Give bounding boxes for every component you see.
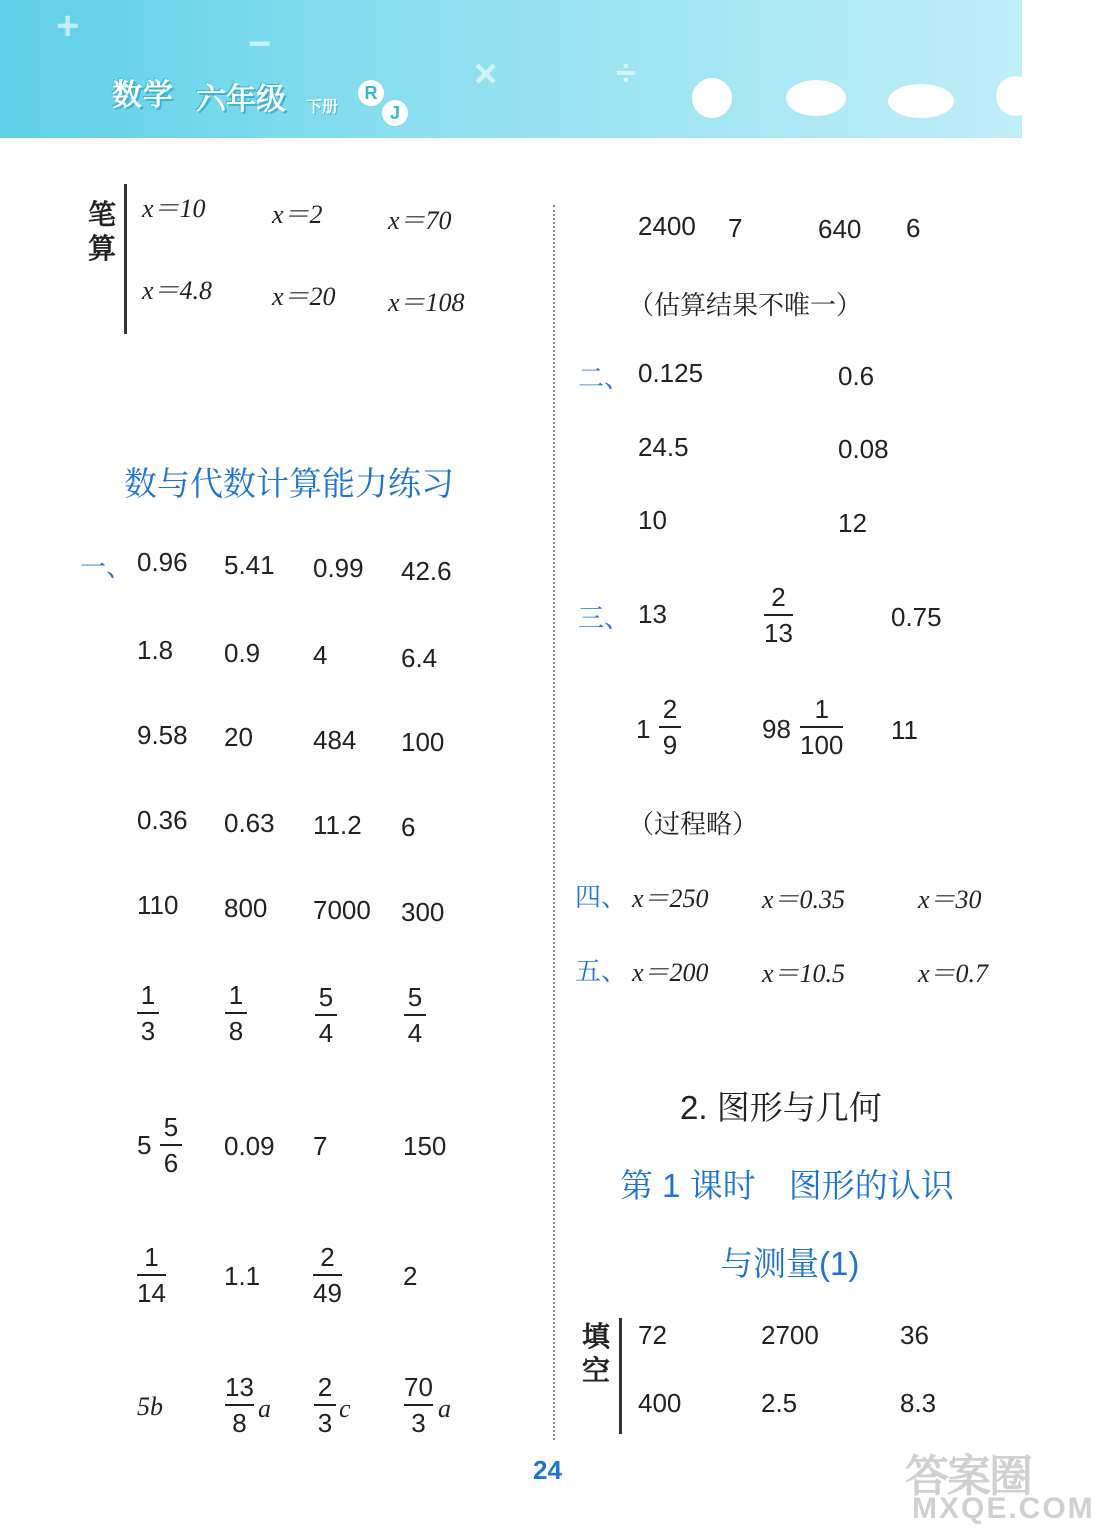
- edition-badge-r: R: [358, 80, 384, 106]
- answer: x＝0.35: [762, 885, 846, 914]
- header-banner: [0, 0, 1022, 138]
- variable: c: [339, 1394, 351, 1423]
- fraction: [315, 980, 337, 1050]
- numerator: 1: [140, 980, 156, 1010]
- answer: 5.41: [224, 550, 275, 580]
- answer: 4: [313, 640, 328, 670]
- denominator: 3: [140, 1016, 156, 1046]
- answer: 484: [313, 725, 357, 755]
- denominator: 3: [411, 1408, 426, 1438]
- numerator: 70: [404, 1372, 433, 1402]
- mixed-whole: 5: [137, 1130, 152, 1160]
- denominator: 13: [764, 618, 793, 648]
- numerator: 13: [225, 1372, 254, 1402]
- numerator: 2: [771, 582, 786, 612]
- fraction: [225, 978, 247, 1048]
- lesson-subtitle: 与测量(1): [720, 1245, 860, 1282]
- fraction: [800, 692, 843, 762]
- answer: 20: [224, 722, 253, 752]
- answer: 12: [838, 508, 867, 538]
- answer: 10: [638, 505, 667, 535]
- answer: 42.6: [401, 556, 452, 586]
- answer: 1.8: [137, 635, 174, 665]
- denominator: 6: [163, 1148, 179, 1178]
- answer: 0.6: [838, 361, 875, 391]
- answer: x＝108: [388, 288, 465, 317]
- answer: 100: [401, 727, 445, 757]
- answer: 6: [906, 213, 921, 243]
- answer: x＝20: [272, 282, 336, 311]
- answer: 0.99: [313, 553, 364, 583]
- fraction: [313, 1240, 342, 1310]
- answer: 6.4: [401, 643, 438, 673]
- grade-title: 六年级: [196, 83, 286, 116]
- answer: x＝250: [632, 884, 709, 913]
- fraction: [404, 1370, 433, 1440]
- answer: x＝200: [632, 958, 709, 987]
- subject-title: 数学: [112, 79, 174, 112]
- answer: 6: [401, 812, 416, 842]
- numerator: 5: [318, 982, 334, 1012]
- written-calc-bar: [124, 184, 127, 334]
- denominator: 14: [137, 1278, 166, 1308]
- mixed-whole: 98: [762, 714, 791, 744]
- written-calc-label-char: 笔: [87, 199, 116, 230]
- watermark-url: MXQE.COM: [912, 1492, 1095, 1525]
- written-calc-label-char: 算: [87, 233, 116, 264]
- answer: 640: [818, 214, 862, 244]
- answer: 300: [401, 897, 445, 927]
- answer: x＝0.7: [918, 959, 989, 988]
- answer: x＝70: [388, 206, 452, 235]
- answer: 2: [403, 1261, 418, 1291]
- edition-badge-j: J: [382, 100, 408, 126]
- denominator: 4: [318, 1018, 334, 1048]
- answer: 36: [900, 1320, 929, 1350]
- answer: 0.08: [838, 434, 889, 464]
- answer: 2700: [761, 1320, 819, 1350]
- mixed-whole: 1: [636, 714, 651, 744]
- answer: 800: [224, 893, 268, 923]
- times-decoration: ×: [474, 52, 498, 96]
- variable: a: [438, 1394, 451, 1423]
- fill-blank-bar: [619, 1318, 622, 1434]
- denominator: 8: [228, 1016, 244, 1046]
- answer: 5b: [137, 1392, 163, 1421]
- answer: 0.75: [891, 602, 942, 632]
- part-marker: 二、: [578, 363, 631, 393]
- answer: x＝10: [142, 194, 206, 223]
- answer: 0.63: [224, 808, 275, 838]
- answer: 0.125: [638, 358, 704, 388]
- denominator: 49: [313, 1278, 342, 1308]
- denominator: 4: [407, 1018, 423, 1048]
- answer: 11: [891, 715, 918, 745]
- fraction: [137, 1240, 166, 1310]
- sun-icon: [692, 78, 732, 118]
- fraction: [314, 1370, 336, 1440]
- column-divider: [553, 205, 555, 1440]
- denominator: 8: [232, 1408, 247, 1438]
- divide-decoration: ÷: [616, 52, 636, 93]
- answer: 2400: [638, 211, 696, 241]
- part-marker: 三、: [578, 603, 631, 633]
- answer: 400: [638, 1388, 682, 1418]
- cloud-icon: [996, 76, 1036, 116]
- fraction: [404, 980, 426, 1050]
- answer: 7: [728, 213, 743, 243]
- answer: x＝2: [272, 200, 323, 229]
- written-calc-label: [86, 198, 118, 266]
- answer: 2.5: [761, 1388, 798, 1418]
- answer: 0.36: [137, 805, 188, 835]
- part-marker: 四、: [575, 882, 628, 912]
- fraction: [659, 692, 681, 762]
- minus-decoration: −: [248, 22, 272, 66]
- answer: 7: [313, 1131, 328, 1161]
- fill-blank-label-char: 填: [581, 1321, 610, 1352]
- fraction: [137, 978, 159, 1048]
- numerator: 5: [407, 982, 423, 1012]
- plus-decoration: +: [56, 4, 80, 48]
- numerator: 2: [662, 694, 678, 724]
- numerator: 1: [814, 694, 829, 724]
- answer: 24.5: [638, 432, 689, 462]
- lesson-title: 第 1 课时 图形的认识: [620, 1167, 954, 1204]
- answer: 0.09: [224, 1131, 275, 1161]
- part-marker: 一、: [80, 552, 133, 582]
- answer: 150: [403, 1131, 447, 1161]
- chapter-title: 2. 图形与几何: [680, 1089, 882, 1126]
- answer: 0.9: [224, 638, 261, 668]
- numerator: 2: [320, 1242, 335, 1272]
- fill-blank-label-char: 空: [581, 1355, 610, 1386]
- fraction: [160, 1110, 182, 1180]
- answer: x＝4.8: [142, 276, 213, 305]
- variable: a: [258, 1394, 271, 1423]
- answer: x＝10.5: [762, 959, 846, 988]
- fraction: [225, 1370, 254, 1440]
- watermark-logo: 答案圈: [905, 1452, 1031, 1501]
- denominator: 9: [662, 730, 678, 760]
- answer: x＝30: [918, 885, 982, 914]
- cloud-icon: [888, 84, 954, 118]
- fraction: [764, 580, 793, 650]
- note: （估算结果不唯一）: [628, 290, 863, 320]
- answer: 110: [137, 890, 179, 920]
- answer: 7000: [313, 895, 371, 925]
- numerator: 1: [144, 1242, 159, 1272]
- page-number: 24: [533, 1455, 562, 1485]
- note: （过程略）: [628, 809, 759, 839]
- cloud-icon: [786, 80, 846, 116]
- answer: 8.3: [900, 1388, 937, 1418]
- numerator: 2: [317, 1372, 333, 1402]
- fill-blank-label: [580, 1320, 612, 1388]
- volume-label: 下册: [306, 99, 339, 116]
- answer: 1.1: [224, 1261, 261, 1291]
- denominator: 100: [800, 730, 844, 760]
- numerator: 5: [163, 1112, 179, 1142]
- answer: 72: [638, 1320, 667, 1350]
- answer: 13: [638, 599, 667, 629]
- part-marker: 五、: [575, 956, 628, 986]
- answer: 0.96: [137, 547, 188, 577]
- answer: 9.58: [137, 720, 188, 750]
- section-title: 数与代数计算能力练习: [124, 465, 454, 502]
- answer: 11.2: [313, 810, 362, 840]
- numerator: 1: [228, 980, 244, 1010]
- denominator: 3: [317, 1408, 333, 1438]
